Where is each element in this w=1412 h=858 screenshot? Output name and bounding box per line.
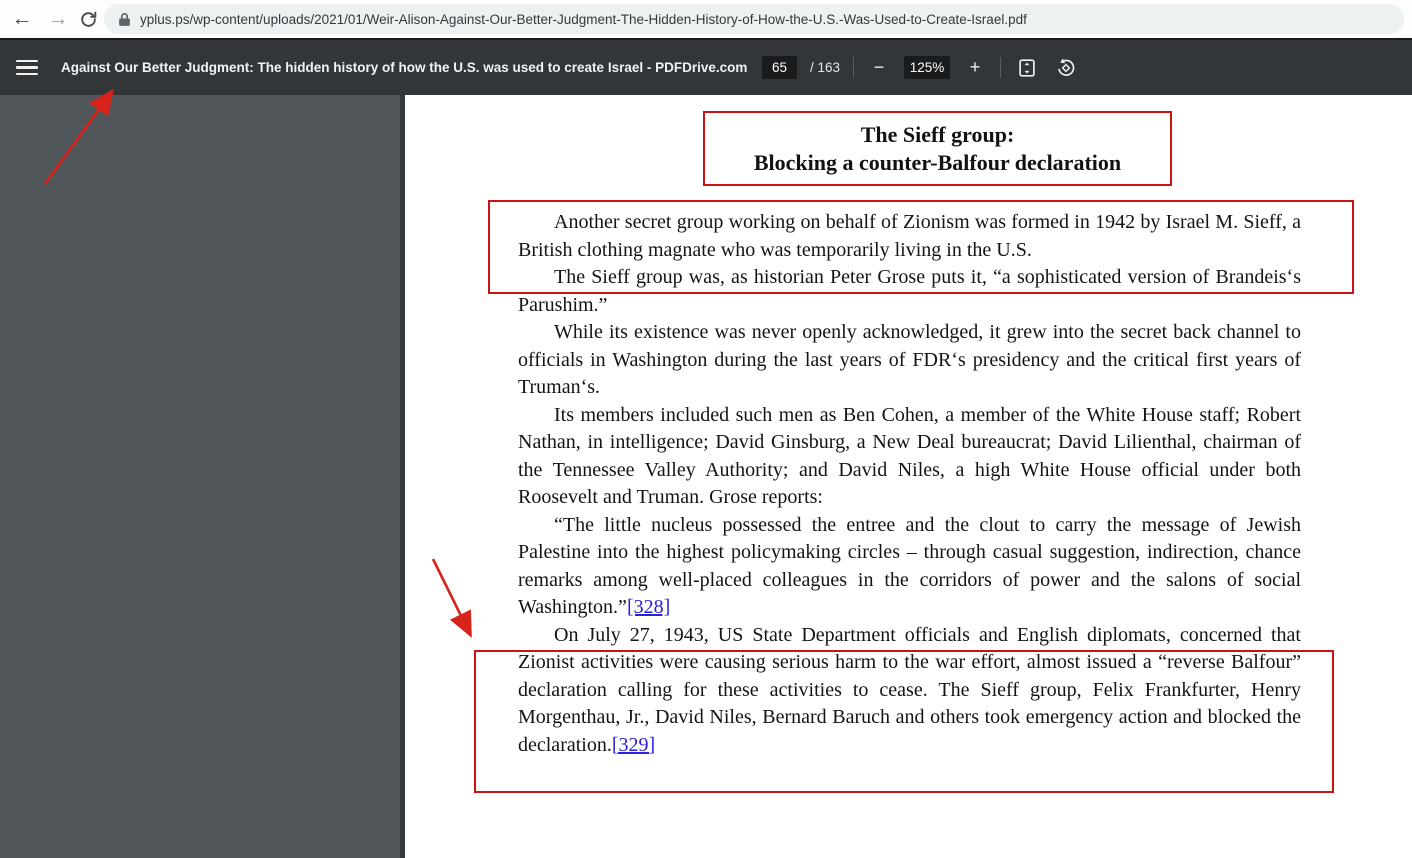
pdf-heading-line1: The Sieff group: [860,122,1015,147]
annotation-box-paragraph-2 [474,650,1334,793]
pdf-paragraph [518,319,1301,402]
paragraph-text: “The little nucleus possessed the entree and the clout to carry the message of Jewish Palestine into the highest policymaking circles – through casual suggestion, indirection, chance remarks among well-placed colleagues in the corridors of power and the salons of social Washington.” [518,513,1301,618]
fit-page-icon[interactable] [1014,53,1040,83]
zoom-level-input[interactable] [904,56,950,79]
browser-reload-icon[interactable] [72,0,104,38]
pdf-viewer-toolbar [0,40,1412,95]
page-total-label: / 163 [810,60,841,75]
viewer-background [0,95,400,858]
zoom-in-button[interactable]: + [969,57,981,77]
pdf-heading-line2: Blocking a counter-Balfour declaration [753,150,1122,175]
lock-icon [118,12,131,27]
pdf-viewer-content [0,95,1412,858]
footnote-link-329[interactable]: [329] [611,733,656,756]
paragraph-text: The Sieff group was, as historian Peter Grose puts it, “a sophisticated version of Brandeis‘s Parushim.” [518,266,1301,316]
browser-forward-icon[interactable]: → [47,7,69,30]
browser-address-bar [0,0,1412,38]
annotation-box-paragraph-1 [488,200,1354,294]
pdf-document-title: Against Our Better Judgment: The hidden history of how the U.S. was used to create Israel - PDFDrive.com [61,60,748,75]
pdf-paragraph [518,512,1301,622]
url-field[interactable] [104,4,1404,34]
paragraph-text: On July 27, 1943, US State Department officials and English diplomats, concerned that Zionist activities were causing serious harm to the war effort, almost issued a “reverse Balfour” declaration calling for these activities to cease. The Sieff group, Felix Frankfurter, Henry Morgenthau, Jr., David Niles, Bernard Baruch and others took emergency action and blocked the declaration. [518,623,1301,756]
pdf-toolbar-controls [762,40,1079,95]
page-number-input[interactable] [762,56,797,79]
paragraph-text: While its existence was never openly acknowledged, it grew into the secret back channel to officials in Washington during the last years of FDR‘s presidency and the critical first years of Truman‘s. [518,321,1301,398]
toolbar-divider [1000,57,1001,78]
footnote-link-328[interactable]: [328] [626,596,671,618]
pdf-paragraph [518,402,1301,512]
browser-back-icon[interactable]: ← [11,7,33,30]
url-text: yplus.ps/wp-content/uploads/2021/01/Weir-Alison-Against-Our-Better-Judgment-The-Hidden-History-of-How-the-U.S.-Was-Used-to-Create-Israel.pdf [140,11,1027,27]
menu-icon[interactable] [16,60,38,75]
heading-annotation-box [703,111,1172,186]
zoom-out-button[interactable]: − [873,57,885,77]
paragraph-text: Its members included such men as Ben Cohen, a member of the White House staff; Robert Nathan, in intelligence; David Ginsburg, a New Deal bureaucrat; David Lilienthal, chairman of the Tennessee Valley Authority; and David Niles, a high White House official under both Roosevelt and Truman. Grose reports: [518,403,1301,508]
toolbar-divider [853,57,854,78]
paragraph-text: Another secret group working on behalf of Zionism was formed in 1942 by Israel M. Sieff, a British clothing magnate who was temporarily living in the U.S. [518,211,1301,261]
rotate-icon[interactable] [1053,53,1079,83]
